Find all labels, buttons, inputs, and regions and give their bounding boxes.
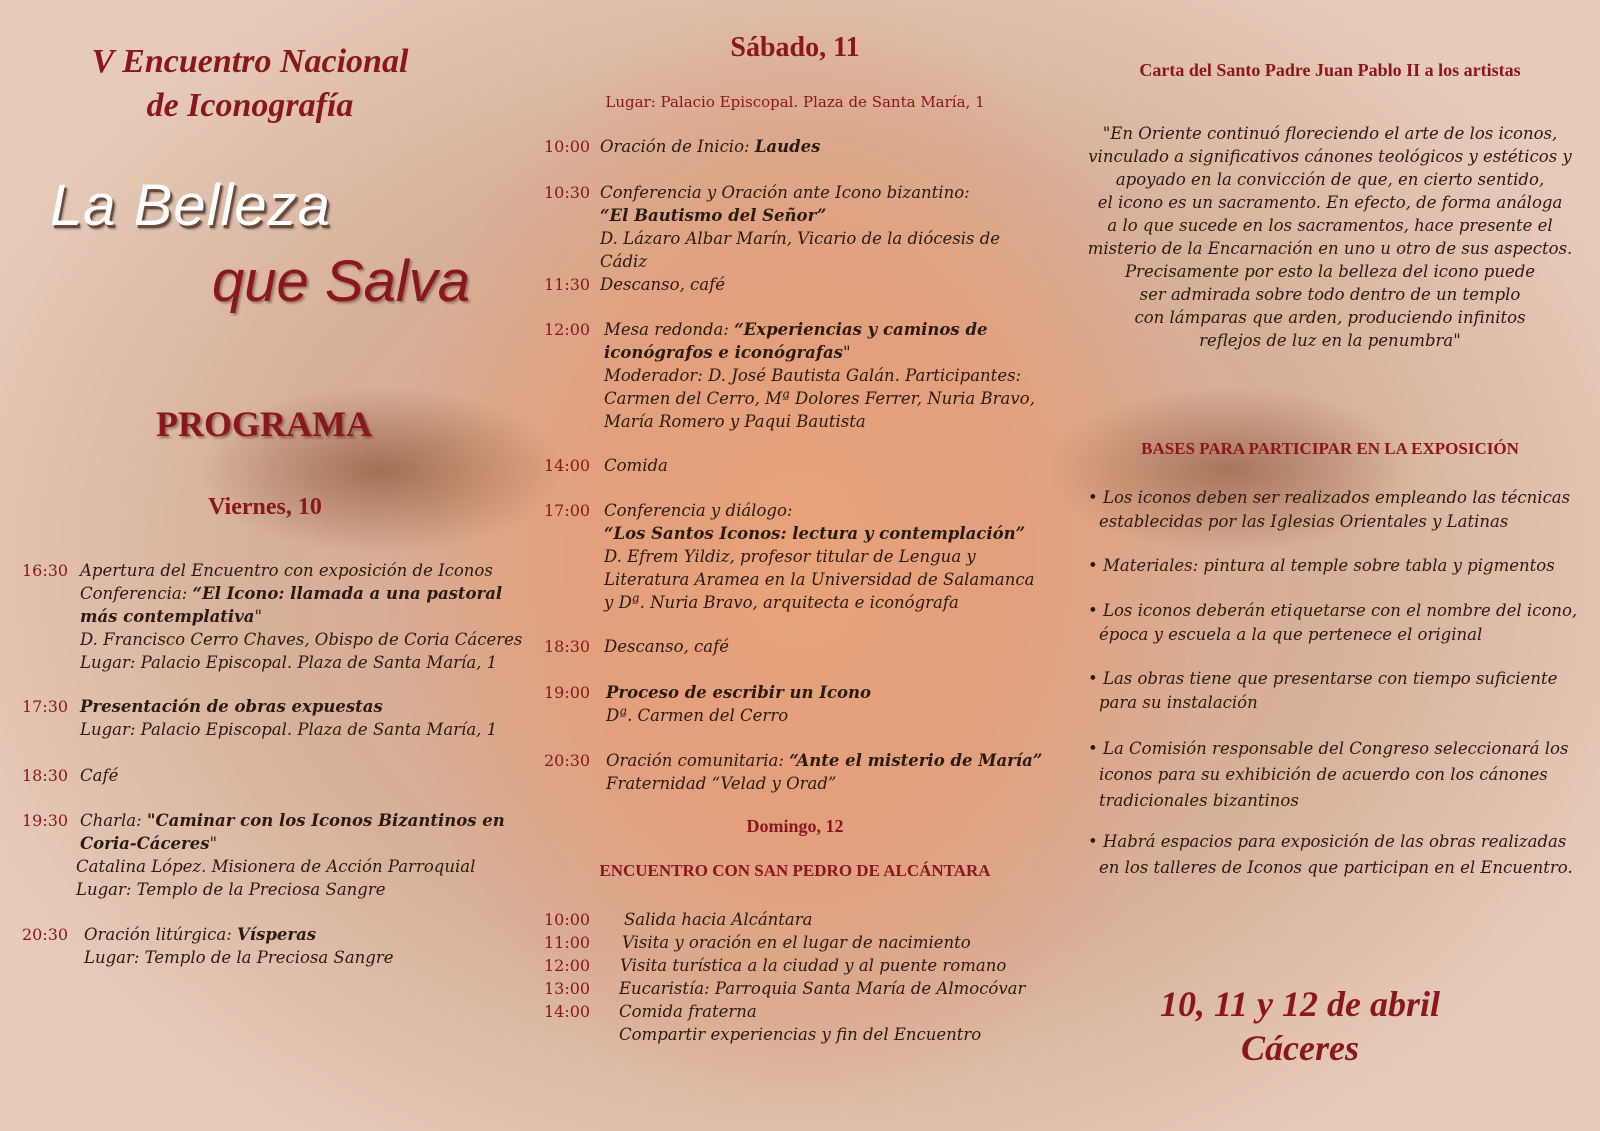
schedule-text: Visita y oración en el lugar de nacimiento	[622, 933, 971, 952]
domingo-schedule	[544, 908, 1054, 1046]
day-heading-domingo: Domingo, 12	[746, 816, 844, 836]
talk-title: “El Bautismo del Señor”	[600, 206, 827, 225]
speaker: D. Lázaro Albar Marín, Vicario de la diócesis de Cádiz	[600, 229, 1001, 271]
schedule-time: 10:00	[544, 137, 591, 156]
schedule-time: 10:30	[544, 183, 591, 202]
day-heading-sabado: Sábado, 11	[730, 32, 860, 63]
quote-line: "En Oriente continuó floreciendo el arte de los iconos,	[1102, 124, 1558, 143]
bullet-text: establecidas por las Iglesias Orientales y Latinas	[1099, 512, 1509, 531]
bullet-icon: •	[1088, 832, 1098, 851]
speaker: Fraternidad “Velad y Orad”	[606, 774, 837, 793]
schedule-time: 20:30	[544, 751, 591, 770]
schedule-item	[544, 908, 1054, 931]
location: Lugar: Palacio Episcopal. Plaza de Santa María, 1	[80, 720, 498, 739]
bullet-text: La Comisión responsable del Congreso seleccionará los	[1102, 739, 1569, 758]
schedule-item	[544, 954, 1054, 977]
quote-line: vinculado a significativos cánones teológicos y estéticos y	[1088, 147, 1572, 166]
quote-mark: "	[254, 607, 263, 626]
schedule-item	[544, 977, 1054, 1000]
bullet-text: tradicionales bizantinos	[1099, 791, 1299, 810]
bullet-icon: •	[1088, 669, 1098, 688]
schedule-time: 10:00	[544, 910, 591, 929]
letter-quote	[1060, 122, 1600, 352]
domingo-subtitle: ENCUENTRO CON SAN PEDRO DE ALCÁNTARA	[599, 861, 991, 880]
schedule-time: 16:30	[22, 561, 69, 580]
talk-title: “Los Santos Iconos: lectura y contemplación”	[604, 524, 1026, 543]
schedule-text: Conferencia:	[80, 584, 193, 603]
list-item	[1088, 667, 1588, 715]
bullet-text: Los iconos deberán etiquetarse con el nombre del icono,	[1102, 601, 1578, 620]
bullet-icon: •	[1088, 601, 1098, 620]
list-item	[1088, 829, 1598, 881]
quote-line: misterio de la Encarnación en uno u otro de sus aspectos.	[1087, 239, 1573, 258]
location: Lugar: Palacio Episcopal. Plaza de Santa María, 1	[80, 653, 498, 672]
schedule-text: Comida fraterna	[619, 1002, 757, 1021]
bullet-icon: •	[1088, 556, 1098, 575]
talk-title: Laudes	[754, 137, 821, 156]
event-dates	[1060, 982, 1540, 1070]
bullet-text: en los talleres de Iconos que participan en el Encuentro.	[1099, 858, 1573, 877]
schedule-text: Charla:	[80, 811, 147, 830]
talk-title: Coria-Cáceres	[80, 834, 210, 853]
theme-line1: La Belleza	[50, 173, 331, 238]
talk-title: "Caminar con los Iconos Bizantinos en	[146, 811, 505, 830]
schedule-time: 11:30	[544, 275, 591, 294]
date-line: 10, 11 y 12 de abril	[1160, 984, 1440, 1024]
speaker: Catalina López. Misionera de Acción Parroquial	[76, 857, 476, 876]
location: Lugar: Templo de la Preciosa Sangre	[84, 948, 394, 967]
bullet-text: iconos para su exhibición de acuerdo con los cánones	[1099, 765, 1548, 784]
schedule-time: 18:30	[22, 766, 69, 785]
day-heading-viernes: Viernes, 10	[208, 494, 322, 520]
quote-line: apoyado en la convicción de que, en cierto sentido,	[1115, 170, 1545, 189]
schedule-text: Descanso, café	[604, 637, 730, 656]
sabado-location: Lugar: Palacio Episcopal. Plaza de Santa María, 1	[605, 93, 985, 111]
bullet-icon: •	[1088, 488, 1098, 507]
bullet-text: Habrá espacios para exposición de las obras realizadas	[1102, 832, 1567, 851]
letter-title: Carta del Santo Padre Juan Pablo II a los artistas	[1139, 60, 1521, 80]
speaker: Moderador: D. José Bautista Galán. Participantes:	[604, 366, 1022, 385]
schedule-time: 12:00	[544, 956, 591, 975]
schedule-text: Mesa redonda:	[604, 320, 735, 339]
city: Cáceres	[1241, 1028, 1359, 1068]
schedule-text: Oración de Inicio:	[600, 137, 755, 156]
speaker: y Dª. Nuria Bravo, arquitecta e iconógrafa	[604, 593, 959, 612]
schedule-text: Compartir experiencias y fin del Encuentro	[619, 1025, 982, 1044]
right-panel	[1060, 0, 1600, 1131]
quote-line: reflejos de luz en la penumbra"	[1199, 331, 1461, 350]
quote-line: Precisamente por esto la belleza del icono puede	[1124, 262, 1536, 281]
talk-title: Vísperas	[237, 925, 317, 944]
talk-title: “El Icono: llamada a una pastoral	[192, 584, 503, 603]
schedule-time: 20:30	[22, 925, 69, 944]
list-item	[1088, 599, 1588, 647]
middle-panel	[530, 0, 1060, 1131]
schedule-time: 17:00	[544, 501, 591, 520]
schedule-text: Café	[80, 766, 119, 785]
event-title-line1: V Encuentro Nacional	[91, 43, 409, 80]
schedule-time: 17:30	[22, 697, 69, 716]
list-item	[1088, 554, 1588, 578]
schedule-time: 14:00	[544, 456, 591, 475]
talk-title: iconógrafos e iconógrafas	[604, 343, 843, 362]
talk-title: más contemplativa	[80, 607, 255, 626]
schedule-time: 13:00	[544, 979, 591, 998]
theme-line2: que Salva	[212, 249, 470, 314]
quote-line: a lo que sucede en los sacramentos, hace presente el	[1107, 216, 1553, 235]
quote-mark: "	[842, 343, 851, 362]
location: Lugar: Templo de la Preciosa Sangre	[76, 880, 386, 899]
list-item	[1088, 736, 1588, 814]
quote-mark: "	[209, 834, 218, 853]
talk-title: “Experiencias y caminos de	[734, 320, 988, 339]
schedule-text: Visita turística a la ciudad y al puente romano	[620, 956, 1007, 975]
bullet-text: época y escuela a la que pertenece el original	[1099, 625, 1483, 644]
talk-title: “Ante el misterio de María”	[789, 751, 1043, 770]
speaker: D. Francisco Cerro Chaves, Obispo de Coria Cáceres	[80, 630, 523, 649]
participants: Carmen del Cerro, Mª Dolores Ferrer, Nuria Bravo,	[604, 389, 1035, 408]
schedule-item	[544, 1023, 1054, 1046]
bullet-text: Los iconos deben ser realizados empleando las técnicas	[1102, 488, 1571, 507]
bullet-icon: •	[1088, 739, 1098, 758]
bullet-text: Materiales: pintura al temple sobre tabla y pigmentos	[1102, 556, 1555, 575]
schedule-time: 12:00	[544, 320, 591, 339]
schedule-time: 14:00	[544, 1002, 591, 1021]
quote-line: ser admirada sobre todo dentro de un templo	[1139, 285, 1521, 304]
schedule-text: Presentación de obras expuestas	[80, 697, 383, 716]
programa-heading: PROGRAMA	[156, 404, 372, 444]
schedule-text: Descanso, café	[600, 275, 726, 294]
bullet-text: para su instalación	[1099, 693, 1258, 712]
speaker: Dª. Carmen del Cerro	[606, 706, 789, 725]
speaker: D. Efrem Yildiz, profesor titular de Lengua y	[604, 547, 976, 566]
left-panel	[0, 0, 530, 1131]
schedule-text: Oración comunitaria:	[606, 751, 790, 770]
schedule-time: 18:30	[544, 637, 591, 656]
talk-title: Proceso de escribir un Icono	[606, 683, 872, 702]
schedule-time: 19:00	[544, 683, 591, 702]
bases-title: BASES PARA PARTICIPAR EN LA EXPOSICIÓN	[1141, 439, 1519, 458]
schedule-text: Conferencia y diálogo:	[604, 501, 793, 520]
schedule-text: Apertura del Encuentro con exposición de Iconos	[80, 561, 493, 580]
schedule-text: Conferencia y Oración ante Icono bizantino:	[600, 183, 970, 202]
schedule-time: 19:30	[22, 811, 69, 830]
quote-line: el icono es un sacramento. En efecto, de forma análoga	[1097, 193, 1563, 212]
speaker: Literatura Aramea en la Universidad de Salamanca	[604, 570, 1035, 589]
bullet-text: Las obras tiene que presentarse con tiempo suficiente	[1102, 669, 1558, 688]
quote-line: con lámparas que arden, produciendo infinitos	[1134, 308, 1526, 327]
list-item	[1088, 486, 1588, 534]
schedule-text: Salida hacia Alcántara	[624, 910, 813, 929]
schedule-text: Eucaristía: Parroquia Santa María de Almocóvar	[619, 979, 1026, 998]
schedule-item	[544, 931, 1054, 954]
schedule-text: Oración litúrgica:	[84, 925, 237, 944]
event-title-line2: de Iconografía	[146, 87, 354, 124]
schedule-time: 11:00	[544, 933, 591, 952]
schedule-item	[544, 1000, 1054, 1023]
event-title	[40, 40, 460, 128]
schedule-text: Comida	[604, 456, 668, 475]
participants: María Romero y Paqui Bautista	[604, 412, 866, 431]
